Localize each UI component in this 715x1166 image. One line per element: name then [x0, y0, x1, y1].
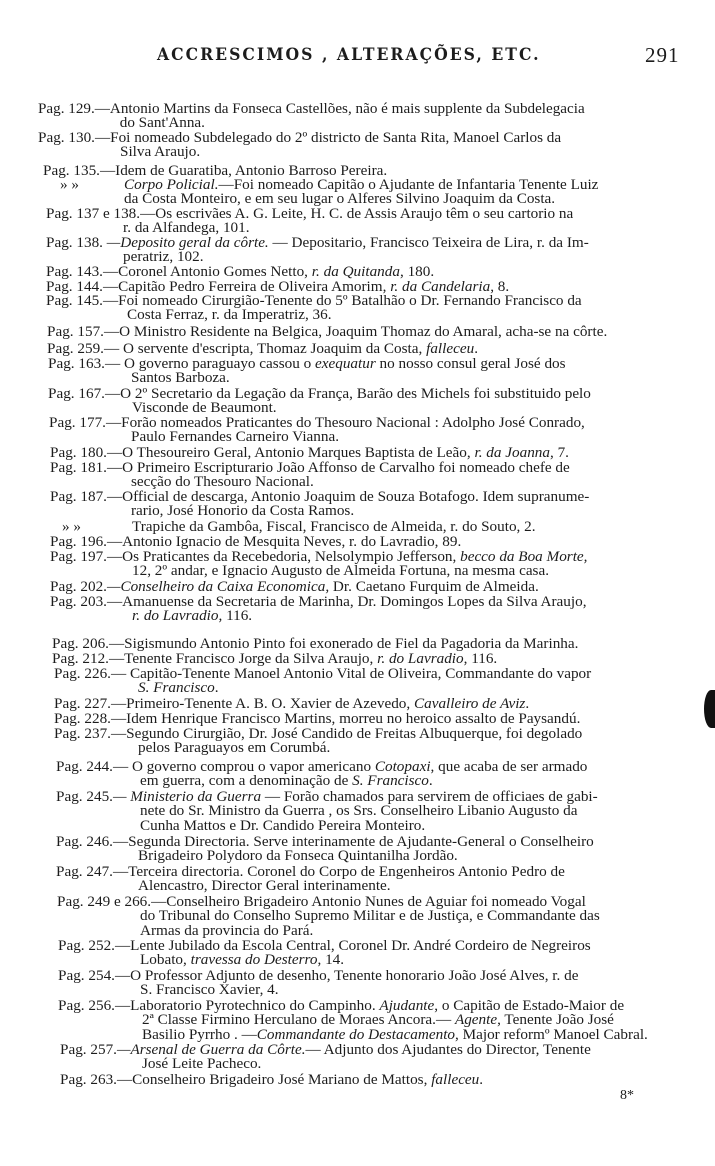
entry: Pag. 257.—Arsenal de Guerra da Côrte.— Adjunto dos Ajudantes do Director, Tenente José Leite Pacheco.: [60, 1041, 591, 1073]
page-number: 291: [645, 43, 680, 67]
entry: Pag. 256.—Laboratorio Pyrotechnico do Campinho. Ajudante, o Capitão de Estado-Maior de 2ª Classe Firmino Herculano de Moraes Ancora.— Agente, Tenente João José Basilio Pyrrho . —Commandante do Destacamento, Major reformº Manoel Cabral.: [58, 997, 648, 1043]
entry: Pag. 237.—Segundo Cirurgião, Dr. José Candido de Freitas Albuquerque, foi degolado pelos Paraguayos em Corumbá.: [54, 725, 583, 757]
entry: » » Corpo Policial.—Foi nomeado Capitão o Ajudante de Infantaria Tenente Luiz da Costa Monteiro, e em seu lugar o Alferes Silvino Joaquim da Costa.: [60, 176, 599, 208]
entry: Pag. 202.—Conselheiro da Caixa Economica, Dr. Caetano Furquim de Almeida.: [50, 578, 539, 595]
entry: Pag. 245.— Ministerio da Guerra — Forão chamados para servirem de officiaes de gabi- nete do Sr. Ministro da Guerra , os Srs. Conselheiro Libanio Augusto da Cunha Mattos e Dr. Candido Pereira Monteiro.: [56, 788, 598, 834]
entry: Pag. 247.—Terceira directoria. Coronel do Corpo de Engenheiros Antonio Pedro de Alencastro, Director Geral interinamente.: [56, 863, 565, 895]
entry: Pag. 227.—Primeiro-Tenente A. B. O. Xavier de Azevedo, Cavalleiro de Aviz.: [54, 695, 530, 712]
entry: Pag. 163.— O governo paraguayo cassou o exequatur no nosso consul geral José dos Santos Barboza.: [48, 355, 566, 387]
binding-mark: [704, 690, 715, 728]
entry: Pag. 137 e 138.—Os escrivães A. G. Leite, H. C. de Assis Araujo têm o seu cartorio na r. da Alfandega, 101.: [46, 205, 574, 237]
entry: Pag. 206.—Sigismundo Antonio Pinto foi exonerado de Fiel da Pagadoria da Marinha.: [52, 635, 579, 652]
entry: Pag. 187.—Official de descarga, Antonio Joaquim de Souza Botafogo. Idem supranume- rario, José Honorio da Costa Ramos.: [50, 488, 590, 520]
entry: Pag. 181.—O Primeiro Escripturario João Affonso de Carvalho foi nomeado chefe de secção do Thesouro Nacional.: [50, 459, 570, 491]
entry: Pag. 226.— Capitão-Tenente Manoel Antonio Vital de Oliveira, Commandante do vapor S. Francisco.: [54, 665, 592, 697]
entry: Pag. 254.—O Professor Adjunto de desenho, Tenente honorario João José Alves, r. de S. Francisco Xavier, 4.: [58, 967, 579, 999]
entry: Pag. 246.—Segunda Directoria. Serve interinamente de Ajudante-General o Conselheiro Brigadeiro Polydoro da Fonseca Quintanilha Jordão.: [56, 833, 594, 865]
entry: Pag. 212.—Tenente Francisco Jorge da Silva Araujo, r. do Lavradio, 116.: [52, 650, 498, 667]
entry: Pag. 167.—O 2º Secretario da Legação da França, Barão des Michels foi substituido pelo Visconde de Beaumont.: [48, 385, 591, 417]
entry: Pag. 180.—O Thesoureiro Geral, Antonio Marques Baptista de Leão, r. da Joanna, 7.: [50, 444, 569, 461]
entry: Pag. 263.—Conselheiro Brigadeiro José Mariano de Mattos, falleceu.: [60, 1071, 484, 1088]
page-title: ACCRESCIMOS , ALTERAÇÕES, ETC.: [157, 45, 541, 65]
entry: Pag. 249 e 266.—Conselheiro Brigadeiro Antonio Nunes de Aguiar foi nomeado Vogal do Tribunal do Conselho Supremo Militar e de Justiça, e Commandante das Armas da provincia do Pará.: [57, 893, 600, 939]
entry: Pag. 138. —Deposito geral da côrte. — Depositario, Francisco Teixeira de Lira, r. da Im- peratriz, 102.: [46, 234, 589, 266]
entry: Pag. 259.— O servente d'escripta, Thomaz Joaquim da Costa, falleceu.: [47, 340, 478, 357]
entry: Pag. 228.—Idem Henrique Francisco Martins, morreu no heroico assalto de Paysandú.: [54, 710, 581, 727]
entry: Pag. 144.—Capitão Pedro Ferreira de Oliveira Amorim, r. da Candelaria, 8.: [46, 278, 510, 295]
entry: Pag. 252.—Lente Jubilado da Escola Central, Coronel Dr. André Cordeiro de Negreiros Lobato, travessa do Desterro, 14.: [58, 937, 591, 969]
signature-mark: 8*: [620, 1088, 634, 1103]
entry: Pag. 177.—Forão nomeados Praticantes do Thesouro Nacional : Adolpho José Conrado, Paulo Fernandes Carneiro Vianna.: [49, 414, 585, 446]
entry: Pag. 130.—Foi nomeado Subdelegado do 2º districto de Santa Rita, Manoel Carlos da Silva Araujo.: [38, 129, 562, 161]
entry: Pag. 145.—Foi nomeado Cirurgião-Tenente do 5º Batalhão o Dr. Fernando Francisco da Costa Ferraz, r. da Imperatriz, 36.: [46, 292, 582, 324]
entry: Pag. 203.—Amanuense da Secretaria de Marinha, Dr. Domingos Lopes da Silva Araujo, r. do Lavradio, 116.: [50, 593, 587, 625]
entry: Pag. 197.—Os Praticantes da Recebedoria, Nelsolympio Jefferson, becco da Boa Morte, 12, 2º andar, e Ignacio Augusto de Almeida Fortuna, na mesma casa.: [50, 548, 588, 580]
entry: Pag. 244.— O governo comprou o vapor americano Cotopaxi, que acaba de ser armado em guerra, com a denominação de S. Francisco.: [56, 758, 588, 790]
entry: Pag. 143.—Coronel Antonio Gomes Netto, r. da Quitanda, 180.: [46, 263, 435, 280]
page-header: [0, 40, 715, 70]
entry: Pag. 129.—Antonio Martins da Fonseca Castellões, não é mais supplente da Subdelegacia do Sant'Anna.: [38, 100, 585, 132]
entry: Pag. 196.—Antonio Ignacio de Mesquita Neves, r. do Lavradio, 89.: [50, 533, 462, 550]
entry: Pag. 135.—Idem de Guaratiba, Antonio Barroso Pereira.: [43, 162, 388, 179]
entry: » » Trapiche da Gambôa, Fiscal, Francisco de Almeida, r. do Souto, 2.: [62, 518, 536, 535]
entry: Pag. 157.—O Ministro Residente na Belgica, Joaquim Thomaz do Amaral, acha-se na côrte.: [47, 323, 608, 340]
